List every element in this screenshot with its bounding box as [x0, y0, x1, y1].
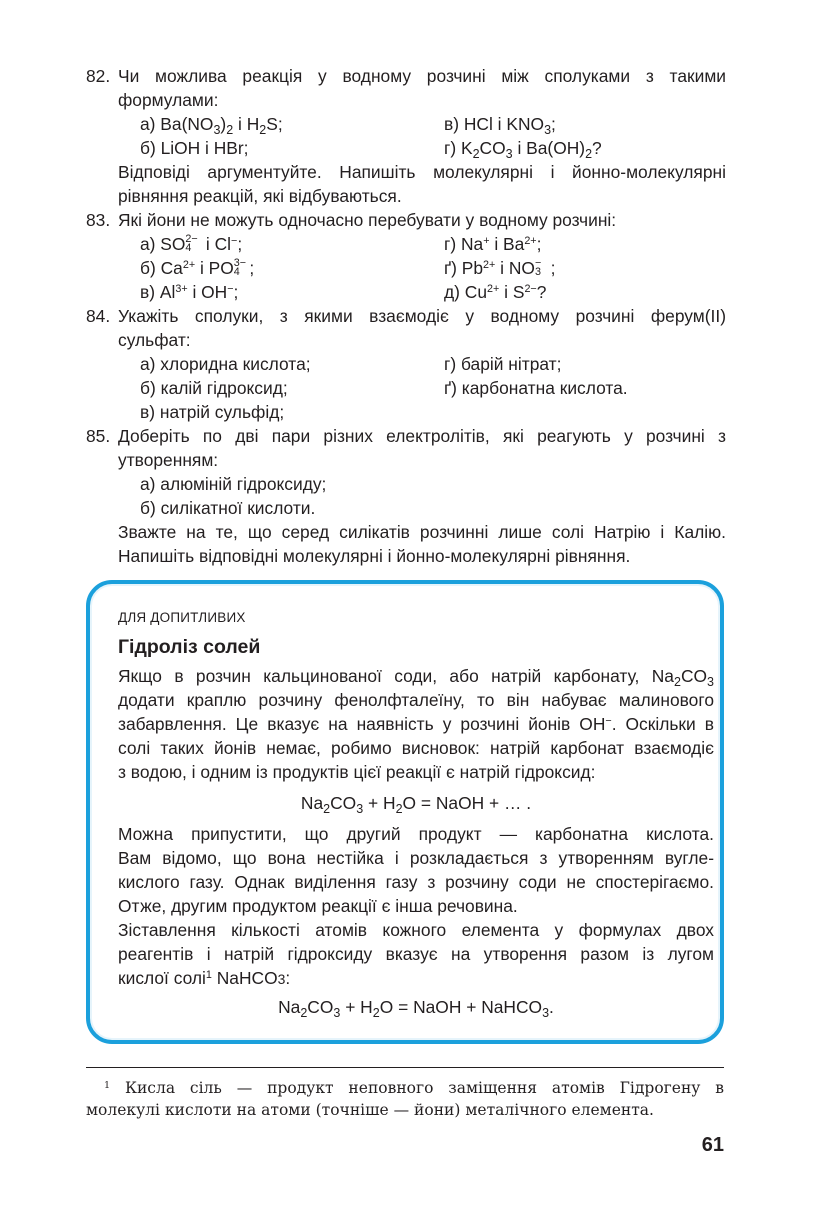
- exercise-number: 84.: [86, 306, 111, 326]
- exercise-number: 85.: [86, 426, 111, 446]
- exercise-83: [86, 208, 726, 304]
- exercise-text: Які йони не можуть одночасно перебувати у водному розчині:: [118, 210, 617, 230]
- equation-1: $Na_2CO_3 + H_2O$ = NaOH + … .: [300, 793, 532, 816]
- option-b: б) силікатної кислоти.: [140, 498, 316, 518]
- exercise-text: Доберіть по дві пари різних електролітів, які реагують у розчині з: [118, 426, 726, 446]
- exercise-text: сульфат:: [118, 330, 191, 350]
- exercise-text: формулами:: [118, 90, 219, 110]
- page-number: 61: [701, 1134, 724, 1156]
- equation-2: $Na_2CO_3 + H_2O$ = NaOH + NaHCO$_3$.: [278, 997, 554, 1020]
- option-d: д) $Cu^{2+}$ і $S^{2-}$?: [444, 282, 547, 302]
- option-b: б) $Ca^{2+}$ і PO 3− 4 ;: [140, 256, 255, 279]
- option-g: г) Na+ і $Ba^{2+}$;: [444, 234, 542, 254]
- option-a: а) алюміній гідроксиду;: [140, 474, 327, 494]
- footnote: $^1$ Кисла сіль — продукт неповного заміщення атомів Гідрогену в молекулі кислоти на атоми (точніше — йони) металічного елемента.: [86, 1079, 724, 1119]
- exercise-text: Напишіть відповідні молекулярні і йонно-молекулярні рівняння.: [118, 546, 631, 566]
- option-a: а) SO 2− 4 і Cl−;: [140, 232, 243, 255]
- paragraph-line: Отже, другим продуктом реакції є інша речовина.: [118, 896, 518, 916]
- box-title: Гідроліз солей: [118, 636, 261, 658]
- option-g: г) $K_2CO_3$ і $Ba(OH)_2$?: [444, 138, 602, 161]
- exercise-number: 82.: [86, 66, 111, 86]
- paragraph-line: реагентів і натрій гідроксиду вказує на утворення разом із лугом: [118, 944, 714, 964]
- curious-info-box: [86, 580, 724, 1044]
- paragraph-line: кислої солі$^1$ NaHCO3:: [118, 968, 291, 988]
- box-kicker: ДЛЯ ДОПИТЛИВИХ: [118, 610, 246, 625]
- exercise-text: рівняння реакцій, які відбуваються.: [118, 186, 402, 206]
- exercise-number: 83.: [86, 210, 111, 230]
- exercise-text: Відповіді аргументуйте. Напишіть молекулярні і йонно-молекулярні: [118, 162, 726, 182]
- paragraph-line: кислого газу. Однак виділення газу з розчину соди не спостерігаємо.: [118, 872, 714, 892]
- option-a: а) хлоридна кислота;: [140, 354, 311, 374]
- option-b: б) калій гідроксид;: [140, 378, 288, 398]
- paragraph-line: забарвлення. Це вказує на наявність у розчині йонів OH−. Оскільки в: [118, 714, 714, 734]
- paragraph-line: Можна припустити, що другий продукт — карбонатна кислота.: [118, 824, 714, 844]
- paragraph-line: з водою, і одним із продуктів цієї реакції є натрій гідроксид:: [118, 762, 596, 782]
- footnote-mark: 1: [104, 1079, 111, 1091]
- exercise-text: утворенням:: [118, 450, 219, 470]
- option-g-prime: ґ) $Pb^{2+}$ і NO − 3 ;: [444, 256, 556, 279]
- footnote-divider: [86, 1067, 724, 1068]
- option-g-prime: ґ) карбонатна кислота.: [444, 378, 628, 398]
- paragraph-line: Вам відомо, що вона нестійка і розкладається з утворенням вугле-: [118, 848, 714, 868]
- exercise-85: [86, 424, 726, 568]
- exercise-82: [86, 64, 726, 208]
- option-v: в) натрій сульфід;: [140, 402, 285, 422]
- paragraph-line: Якщо в розчин кальцинованої соди, або натрій карбонату, $Na_2CO_3$: [118, 666, 714, 689]
- option-g: г) барій нітрат;: [444, 354, 562, 374]
- paragraph-line: додати краплю розчину фенолфталеїну, то він набуває малинового: [118, 690, 714, 710]
- option-v: в) HCl і $KNO_3$;: [444, 114, 556, 137]
- option-a: а) $Ba(NO_3)_2$ і $H_2S$;: [140, 114, 283, 137]
- exercise-text: Укажіть сполуки, з якими взаємодіє у водному розчині ферум(ІІ): [118, 306, 726, 326]
- paragraph-line: солі таких йонів немає, робимо висновок: натрій карбонат взаємодіє: [118, 738, 714, 758]
- option-b: б) LiOH і HBr;: [140, 138, 249, 158]
- paragraph-line: Зіставлення кількості атомів кожного елемента у формулах двох: [118, 920, 714, 940]
- exercise-text: Чи можлива реакція у водному розчині між сполуками з такими: [118, 66, 726, 86]
- option-v: в) $Al^{3+}$ і OH−;: [140, 282, 239, 302]
- exercise-84: [86, 304, 726, 424]
- exercise-text: Зважте на те, що серед силікатів розчинні лише солі Натрію і Калію.: [118, 522, 726, 542]
